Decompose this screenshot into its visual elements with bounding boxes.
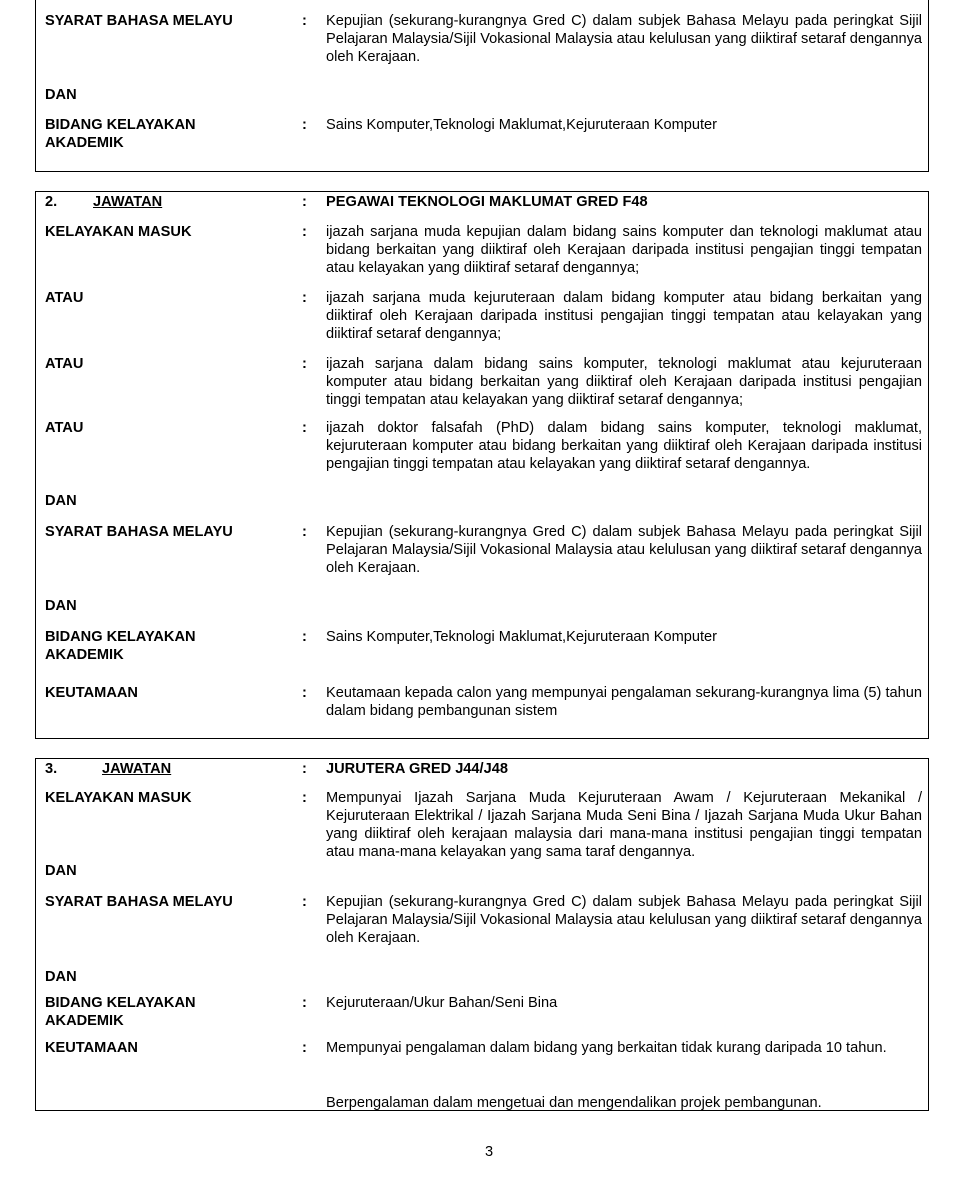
syarat-bahasa-value: Kepujian (sekurang-kurangnya Gred C) dalam subjek Bahasa Melayu pada peringkat Sijil Pelajaran Malaysia/Sijil Vokasional Malaysia atau kelulusan yang diiktiraf setaraf dengannya oleh Kerajaan. (326, 894, 922, 946)
colon: : (302, 761, 307, 777)
syarat-bahasa-label: SYARAT BAHASA MELAYU (45, 894, 233, 910)
section-number: 2. (45, 194, 58, 210)
atau-label: ATAU (45, 290, 84, 306)
colon: : (302, 629, 307, 645)
section-number: 3. (45, 761, 58, 777)
kelayakan-label: KELAYAKAN MASUK (45, 224, 192, 240)
colon: : (302, 224, 307, 240)
bidang-label: BIDANG KELAYAKAN AKADEMIK (45, 995, 196, 1029)
dan-label: DAN (45, 87, 77, 103)
jawatan-label: JAWATAN (93, 194, 163, 210)
bidang-value: Kejuruteraan/Ukur Bahan/Seni Bina (326, 995, 558, 1011)
colon: : (302, 894, 307, 910)
jawatan-value: JURUTERA GRED J44/J48 (326, 761, 508, 777)
colon: : (302, 995, 307, 1011)
dan-label: DAN (45, 863, 77, 879)
page-number: 3 (484, 1144, 494, 1160)
colon: : (302, 790, 307, 806)
jawatan-label: JAWATAN (102, 761, 172, 777)
bidang-value: Sains Komputer,Teknologi Maklumat,Kejuruteraan Komputer (326, 629, 717, 645)
atau-label: ATAU (45, 356, 84, 372)
colon: : (302, 420, 307, 436)
syarat-bahasa-label: SYARAT BAHASA MELAYU (45, 524, 233, 540)
atau-label: ATAU (45, 420, 84, 436)
bidang-label: BIDANG KELAYAKAN AKADEMIK (45, 117, 196, 151)
section-2-box (35, 191, 929, 739)
colon: : (302, 1040, 307, 1056)
bidang-value: Sains Komputer,Teknologi Maklumat,Kejuruteraan Komputer (326, 117, 717, 133)
keutamaan-value-2: Berpengalaman dalam mengetuai dan mengendalikan projek pembangunan. (326, 1095, 822, 1111)
dan-label: DAN (45, 969, 77, 985)
colon: : (302, 685, 307, 701)
dan-label: DAN (45, 598, 77, 614)
section-3-box (35, 758, 929, 1111)
atau-value-3: ijazah doktor falsafah (PhD) dalam bidang sains komputer, teknologi maklumat, kejuruteraan komputer atau bidang berkaitan yang diiktiraf oleh Kerajaan daripada institusi pengajian tinggi tempatan atau kelayakan yang diiktiraf setaraf dengannya. (326, 420, 922, 472)
atau-value-1: ijazah sarjana muda kejuruteraan dalam bidang komputer atau bidang berkaitan yang diiktiraf oleh Kerajaan daripada institusi pengajian tinggi tempatan atau kelayakan yang diiktiraf setaraf dengannya; (326, 290, 922, 342)
colon: : (302, 524, 307, 540)
colon: : (302, 117, 307, 133)
keutamaan-label: KEUTAMAAN (45, 685, 138, 701)
syarat-bahasa-value: Kepujian (sekurang-kurangnya Gred C) dalam subjek Bahasa Melayu pada peringkat Sijil Pelajaran Malaysia/Sijil Vokasional Malaysia atau kelulusan yang diiktiraf setaraf dengannya oleh Kerajaan. (326, 13, 922, 65)
kelayakan-value: Mempunyai Ijazah Sarjana Muda Kejuruteraan Awam / Kejuruteraan Mekanikal / Kejuruteraan Elektrikal / Ijazah Sarjana Muda Seni Bina / Ijazah Sarjana Muda Ukur Bahan yang diiktiraf oleh kerajaan malaysia dari mana-mana institusi pengajian tinggi tempatan atau mana-mana kelayakan yang sama taraf dengannya. (326, 790, 922, 860)
jawatan-value: PEGAWAI TEKNOLOGI MAKLUMAT GRED F48 (326, 194, 648, 210)
syarat-bahasa-value: Kepujian (sekurang-kurangnya Gred C) dalam subjek Bahasa Melayu pada peringkat Sijil Pelajaran Malaysia/Sijil Vokasional Malaysia atau kelulusan yang diiktiraf setaraf dengannya oleh Kerajaan. (326, 524, 922, 576)
keutamaan-label: KEUTAMAAN (45, 1040, 138, 1056)
kelayakan-value: ijazah sarjana muda kepujian dalam bidang sains komputer dan teknologi maklumat atau bidang berkaitan yang diiktiraf oleh Kerajaan daripada institusi pengajian tinggi tempatan atau kelayakan yang diiktiraf setaraf dengannya; (326, 224, 922, 276)
colon: : (302, 356, 307, 372)
colon: : (302, 194, 307, 210)
bidang-label: BIDANG KELAYAKAN AKADEMIK (45, 629, 196, 663)
colon: : (302, 13, 307, 29)
section-1-box (35, 0, 929, 172)
dan-label: DAN (45, 493, 77, 509)
keutamaan-value: Mempunyai pengalaman dalam bidang yang berkaitan tidak kurang daripada 10 tahun. (326, 1040, 887, 1056)
atau-value-2: ijazah sarjana dalam bidang sains komputer, teknologi maklumat atau kejuruteraan komputer atau bidang berkaitan yang diiktiraf oleh Kerajaan daripada institusi pengajian tinggi tempatan atau kelayakan yang diiktiraf setaraf dengannya; (326, 356, 922, 408)
keutamaan-value: Keutamaan kepada calon yang mempunyai pengalaman sekurang-kurangnya lima (5) tahun dalam bidang pembangunan sistem (326, 685, 922, 719)
colon: : (302, 290, 307, 306)
kelayakan-label: KELAYAKAN MASUK (45, 790, 192, 806)
syarat-bahasa-label: SYARAT BAHASA MELAYU (45, 13, 233, 29)
